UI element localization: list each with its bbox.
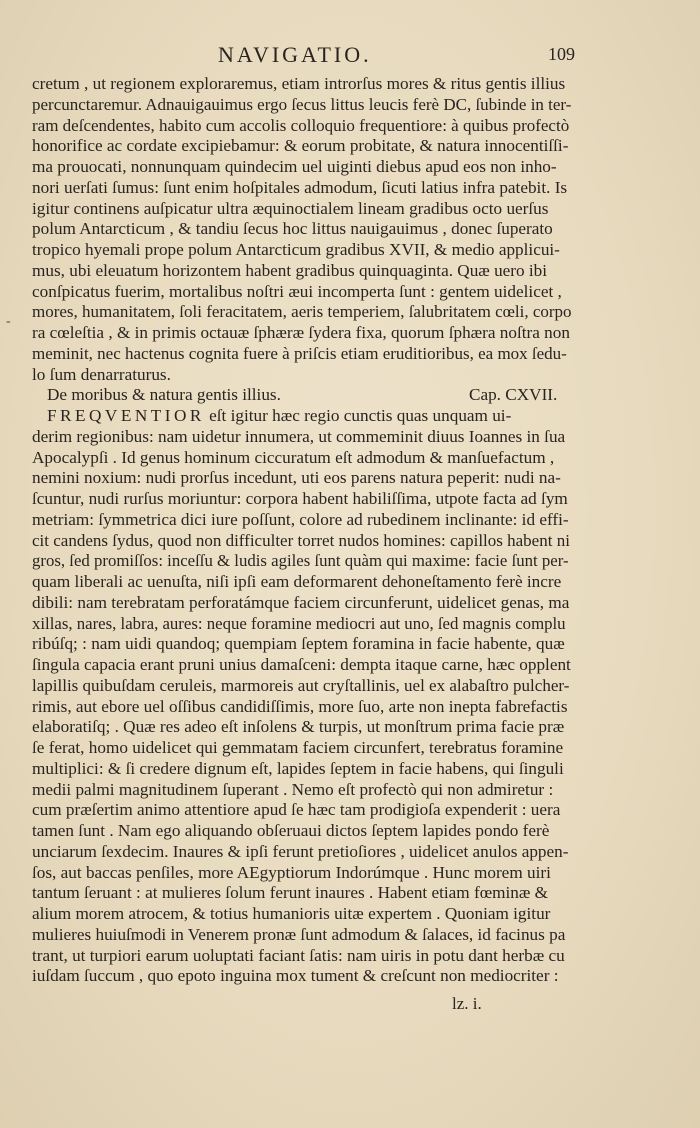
text-line: cretum , ut regionem exploraremus, etiam introrſus mores & ritus gentis illius xyxy=(32,74,566,93)
text-line: cit candens ſydus, quod non difficulter torret nudos homines: capillos habent ni xyxy=(32,530,570,550)
text-line: igitur continens auſpicatur ultra æquinoctialem lineam gradibus octo uerſus xyxy=(32,198,549,218)
paragraph-2 xyxy=(32,406,572,987)
text-line: medii palmi magnitudinem ſuperant . Nemo eſt profectò qui non admiretur : xyxy=(32,779,554,799)
chapter-title: De moribus & natura gentis illius. xyxy=(47,385,281,405)
text-line: gros, ſed promiſſos: inceſſu & ludis agiles ſunt quàm qui maxime: facie ſunt per- xyxy=(32,551,569,571)
chapter-heading xyxy=(32,385,572,406)
text-line: ma prouocati, nonnunquam quindecim uel uiginti diebus apud eos non inho- xyxy=(32,157,557,176)
text-line: multiplici: & ſi credere dignum eſt, lapides ſeptem in facie habens, qui ſinguli xyxy=(32,758,564,778)
text-line: nori uerſati ſumus: ſunt enim hoſpitales admodum, ſicuti latius infra patebit. Is xyxy=(32,177,568,197)
text-line: honorifice ac cordate excipiebamur: & eorum probitate, & natura innocentiſſi- xyxy=(32,136,569,156)
paragraph-1 xyxy=(32,74,572,385)
text-line: ram deſcendentes, habito cum accolis colloquio frequentiore: à quibus profectò xyxy=(32,115,570,135)
text-line: iuſdam ſuccum , quo epoto inguina mox tument & creſcunt non mediocriter : xyxy=(32,966,559,986)
text-line: dibili: nam terebratam perforatámque faciem circunferunt, uidelicet genas, ma xyxy=(32,592,570,612)
text-line: ſe ferat, homo uidelicet qui gemmatam faciem circunfert, terebratus foramine xyxy=(32,738,564,757)
chapter-number: Cap. CXVII. xyxy=(469,385,558,405)
text-line: nemini noxium: nudi prorſus incedunt, uti eos parens natura peperit: nudi na- xyxy=(32,468,561,488)
text-line: unciarum ſexdecim. Inaures & ipſi ferunt pretioſiores , uidelicet anulos appen- xyxy=(32,841,569,861)
text-line: trant, ut turpiori earum uoluptati faciant ſatis: nam uiris in potu dant herbæ cu xyxy=(32,945,565,965)
text-line: Apocalypſi . Id genus hominum ciccuratum eſt admodum & manſuefactum , xyxy=(32,447,555,467)
text-line: elaboratiſq; . Quæ res adeo eſt inſolens & turpis, ut monſtrum prima facie præ xyxy=(32,717,565,737)
text-line: ſos, aut baccas penſiles, more AEgyptiorum Indorúmque . Hunc morem uiri xyxy=(32,862,551,882)
text-line: ſcuntur, nudi rurſus moriuntur: corpora habent habiliſſima, utpote facta ad ſym xyxy=(32,489,568,508)
margin-mark: - xyxy=(6,314,11,329)
running-head: NAVIGATIO. xyxy=(218,42,372,67)
text-line: rimis, aut ebore uel oſſibus candidiſſimis, more ſuo, arte non inepta fabrefactis xyxy=(32,696,568,716)
text-line: mus, ubi eleuatum horizontem habent gradibus quinquaginta. Quæ uero ibi xyxy=(32,260,548,280)
text-line: lo ſum denarraturus. xyxy=(32,364,171,384)
text-line: tantum ſeruant : at mulieres ſolum ferunt inaures . Habent etiam fœminæ & xyxy=(32,883,548,903)
text-line: alium morem atrocem, & totius humanioris uitæ expertem . Quoniam igitur xyxy=(32,904,551,923)
text-line: polum Antarcticum , & tandiu ſecus hoc littus nauigauimus , donec ſuperato xyxy=(32,219,553,239)
text-line: cum præſertim animo attentiore apud ſe hæc tam prodigioſa expenderit : uera xyxy=(32,800,561,820)
text-line: tamen ſunt . Nam ego aliquando obſeruaui dictos ſeptem lapides pondo ferè xyxy=(32,821,550,840)
page-header xyxy=(0,42,700,72)
opening-word: FREQVENTIOR xyxy=(47,406,205,425)
signature-mark: lz. i. xyxy=(452,994,482,1013)
opening-line-rest: eſt igitur hæc regio cunctis quas unquam ui- xyxy=(204,406,512,425)
text-line: meminit, nec hactenus cognita fuere à priſcis etiam eruditioribus, ea mox ſedu- xyxy=(32,343,567,363)
text-line: percunctaremur. Adnauigauimus ergo ſecus littus leucis ferè DC, ſubinde in ter- xyxy=(32,94,572,114)
text-line: ſingula capacia erant pruni unius damaſceni: dempta itaque carne, hæc opplent xyxy=(32,655,571,674)
text-line: xillas, nares, labra, aures: neque foramine mediocri aut uno, ſed magnis complu xyxy=(32,613,566,633)
text-line: ribúſq; : nam uidi quandoq; quempiam ſeptem foramina in facie habente, quæ xyxy=(32,634,565,654)
text-line: metriam: ſymmetrica dici iure poſſunt, colore ad rubedinem inclinante: id effi- xyxy=(32,509,569,529)
text-line: tropico hyemali prope polum Antarcticum gradibus XVII, & medio applicui- xyxy=(32,240,560,259)
body-text xyxy=(32,74,572,987)
text-line: derim regionibus: nam uidetur innumera, ut commeminit diuus Ioannes in ſua xyxy=(32,426,566,446)
text-line: quam liberali ac uenuſta, niſi ipſi eam deformarent dehoneſtamento ferè incre xyxy=(32,572,562,591)
text-line-opening xyxy=(32,406,572,427)
text-line: conſpicatus fuerim, mortalibus noſtri æui incomperta ſunt : gentem uidelicet , xyxy=(32,281,562,301)
text-line: mores, humanitatem, ſoli feracitatem, aeris temperiem, ſalubritatem cœli, corpo xyxy=(32,302,572,322)
text-line: ra cœleſtia , & in primis octauæ ſphæræ ſydera fixa, quorum ſphæra noſtra non xyxy=(32,323,570,342)
page-number: 109 xyxy=(548,44,575,64)
text-line: mulieres huiuſmodi in Venerem pronæ ſunt admodum & ſalaces, id facinus pa xyxy=(32,924,566,944)
text-line: lapillis quibuſdam ceruleis, marmoreis aut cryſtallinis, uel ex alabaſtro pulcher- xyxy=(32,675,570,695)
